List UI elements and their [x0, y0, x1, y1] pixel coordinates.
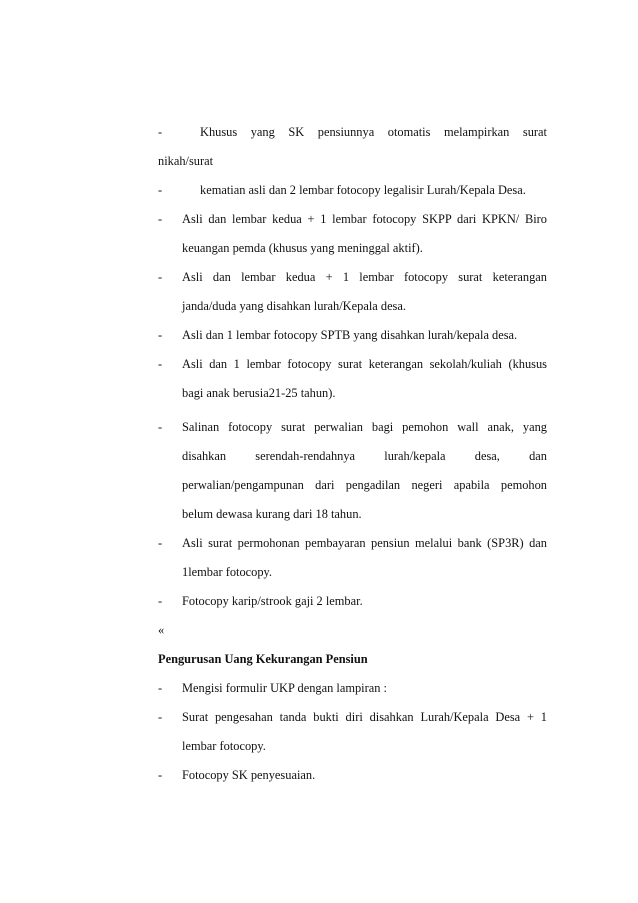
bullet-dash: -	[158, 710, 163, 724]
item-text: disahkan serendah-rendahnya lurah/kepala desa, dan	[182, 449, 547, 463]
list-item	[158, 767, 547, 783]
list-item	[158, 709, 547, 725]
item-text: belum dewasa kurang dari 18 tahun.	[182, 507, 362, 521]
item-text: keuangan pemda (khusus yang meninggal aktif).	[182, 241, 423, 255]
list-item	[158, 593, 547, 609]
item-text: Fotocopy karip/strook gaji 2 lembar.	[182, 594, 363, 608]
item-text: Salinan fotocopy surat perwalian bagi pemohon wall anak, yang	[182, 420, 547, 434]
list-item	[158, 535, 547, 551]
item-text: Asli dan 1 lembar fotocopy SPTB yang disahkan lurah/kepala desa.	[182, 328, 518, 342]
list-item	[158, 182, 547, 198]
continuation-line	[158, 738, 547, 754]
item-text: Surat pengesahan tanda bukti diri disahkan Lurah/Kepala Desa + 1	[182, 710, 547, 724]
item-text: Asli dan lembar kedua + 1 lembar fotocopy surat keterangan	[182, 270, 547, 284]
item-text: Mengisi formulir UKP dengan lampiran :	[182, 681, 387, 695]
bullet-dash: -	[158, 183, 163, 197]
bullet-dash: -	[158, 357, 163, 371]
list-item	[158, 211, 547, 227]
item-text: perwalian/pengampunan dari pengadilan negeri apabila pemohon	[182, 478, 547, 492]
continuation-line	[158, 385, 547, 401]
continuation-line	[158, 448, 547, 464]
bullet-dash: -	[158, 212, 163, 226]
bullet-dash: -	[158, 420, 163, 434]
item-text: kematian asli dan 2 lembar fotocopy legalisir Lurah/Kepala Desa.	[200, 183, 526, 197]
item-text: bagi anak berusia21-25 tahun).	[182, 386, 336, 400]
continuation-line	[158, 153, 547, 169]
item-text: Khusus yang SK pensiunnya otomatis melampirkan surat	[200, 125, 547, 139]
item-text: lembar fotocopy.	[182, 739, 266, 753]
continuation-line	[158, 564, 547, 580]
item-text: nikah/surat	[158, 154, 214, 168]
list-item	[158, 124, 547, 140]
list-item	[158, 680, 547, 696]
guillemet-marker	[158, 622, 547, 638]
item-text: Asli surat permohonan pembayaran pensiun melalui bank (SP3R) dan	[182, 536, 547, 550]
bullet-dash: -	[158, 328, 163, 342]
bullet-dash: -	[158, 270, 163, 284]
bullet-dash: -	[158, 594, 163, 608]
continuation-line	[158, 240, 547, 256]
item-text: Asli dan lembar kedua + 1 lembar fotocopy SKPP dari KPKN/ Biro	[182, 212, 547, 226]
item-text: Asli dan 1 lembar fotocopy surat keterangan sekolah/kuliah (khusus	[182, 357, 547, 371]
list-item	[158, 356, 547, 372]
list-item	[158, 419, 547, 435]
bullet-dash: -	[158, 768, 163, 782]
heading-text: Pengurusan Uang Kekurangan Pensiun	[158, 652, 368, 666]
bullet-dash: -	[158, 125, 163, 139]
item-text: Fotocopy SK penyesuaian.	[182, 768, 316, 782]
bullet-dash: -	[158, 681, 163, 695]
item-text: 1lembar fotocopy.	[182, 565, 273, 579]
list-item	[158, 269, 547, 285]
list-item	[158, 327, 547, 343]
continuation-line	[158, 506, 547, 522]
item-text: «	[158, 623, 165, 637]
continuation-line	[158, 298, 547, 314]
section-heading	[158, 651, 547, 667]
item-text: janda/duda yang disahkan lurah/Kepala desa.	[182, 299, 406, 313]
bullet-dash: -	[158, 536, 163, 550]
continuation-line	[158, 477, 547, 493]
